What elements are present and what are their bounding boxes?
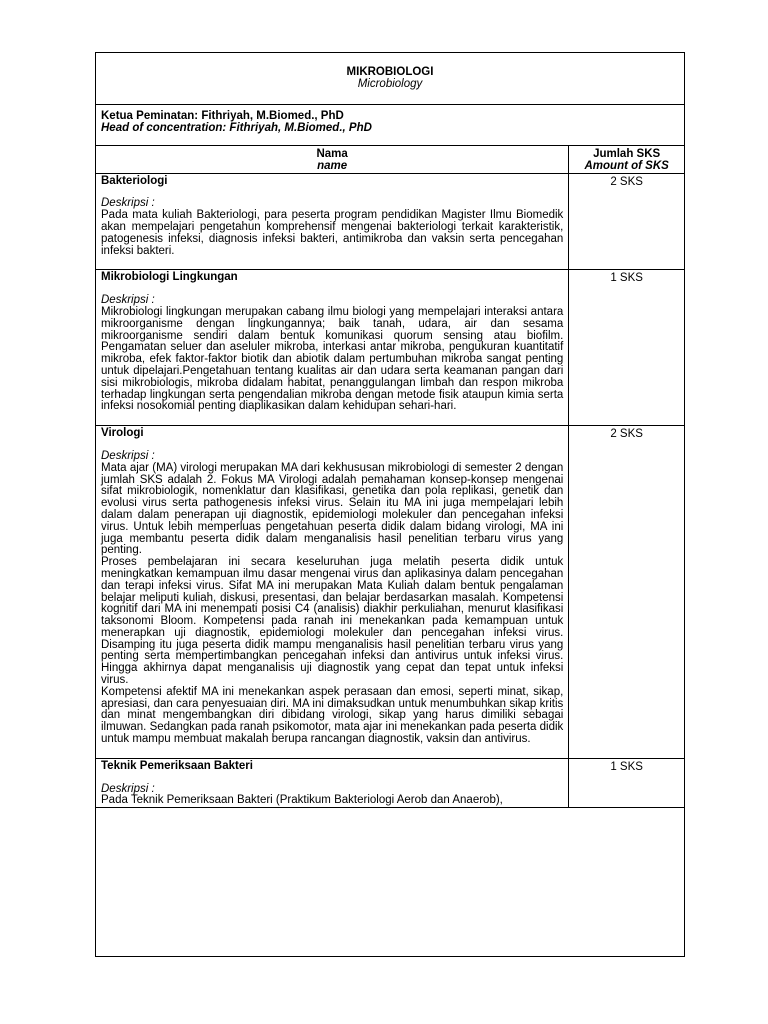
head-label-en: Head of concentration: Fithriyah, M.Biomed., PhD: [101, 121, 372, 134]
table-row: [96, 173, 684, 270]
description-label: Deskripsi :: [101, 197, 155, 210]
course-document: [95, 52, 685, 957]
sks-cell: [569, 270, 684, 426]
course-sks: 2 SKS: [610, 175, 643, 188]
course-name: Virologi: [101, 427, 144, 440]
column-name-label-en: name: [317, 159, 348, 172]
description-label: Deskripsi :: [101, 449, 155, 462]
course-sks: 1 SKS: [610, 272, 643, 285]
column-sks-label-en: Amount of SKS: [584, 159, 669, 172]
description-label: Deskripsi :: [101, 782, 155, 795]
column-sks-label: Jumlah SKS: [593, 148, 661, 160]
page-title: MIKROBIOLOGI: [346, 66, 434, 78]
course-description: Pada mata kuliah Bakteriologi, para peserta program pendidikan Magister Ilmu Biomedik akan mempelajari pengetahun komprehensif mengenai bakteriologi terkait karakteristik, patogenesis infeksi, diagnosis infeksi bakteri, antimikroba dan vaksin serta pencegahan infeksi bakteri.: [101, 209, 564, 257]
head-label: Ketua Peminatan: Fithriyah, M.Biomed., PhD: [101, 110, 344, 122]
course-rows: [96, 173, 684, 808]
course-name: Teknik Pemeriksaan Bakteri: [101, 759, 253, 772]
description-label: Deskripsi :: [101, 294, 155, 307]
document-header: [96, 53, 684, 105]
head-of-concentration: [96, 105, 684, 146]
course-description: Proses pembelajaran ini secara keseluruhan juga melatih peserta didik untuk meningkatkan kemampuan ilmu dasar mengenai virus dan aplikasinya dalam pencegahan dan terapi infeksi virus. Sifat MA ini merupakan Mata Kuliah dalam bentuk pengalaman belajar meliputi kuliah, diskusi, presentasi, dan belajar berdasarkan masalah. Kompetensi kognitif dari MA ini menempati posisi C4 (analisis) diakhir perkuliahan, menurut klasifikasi taksonomi Bloom. Kompetensi pada ranah ini menekankan pada kemampuan untuk menerapkan uji diagnostik, epidemiologi molekuler dan pencegahan infeksi virus. Disamping itu juga peserta didik mampu menganalisis hasil penelitian terbaru virus yang penting serta mempertimbangkan pencegahan infeksi dan antivirus untuk infeksi virus. Hingga akhirnya dapat menganalisis uji diagnostik yang cepat dan tepat untuk infeksi virus.: [101, 556, 564, 687]
table-row: [96, 270, 684, 426]
course-table: [96, 146, 684, 808]
course-description: Kompetensi afektif MA ini menekankan aspek perasaan dan emosi, seperti minat, sikap, apresiasi, dan cara penyesuaian diri. MA ini dimaksudkan untuk menumbuhkan sikap kritis dan minat mengembangkan diri dibidang virologi, sikap yang harus dimiliki sebagai ilmuwan. Sedangkan pada ranah psikomotor, mata ajar ini menekankan pada peserta didik untuk mampu membuat makalah berupa rancangan diagnostik, vaksin dan antivirus.: [101, 685, 564, 746]
course-sks: 1 SKS: [610, 760, 643, 773]
column-name-label: Nama: [316, 148, 348, 160]
sks-cell: [569, 758, 684, 807]
course-cell: [96, 426, 569, 759]
table-row: [96, 758, 684, 807]
course-description: Pada Teknik Pemeriksaan Bakteri (Praktikum Bakteriologi Aerob dan Anaerob),: [101, 794, 503, 807]
course-cell: [96, 270, 569, 426]
column-header-name: [96, 146, 569, 173]
table-row: [96, 426, 684, 759]
course-name: Mikrobiologi Lingkungan: [101, 271, 238, 284]
column-header-sks: [569, 146, 684, 173]
sks-cell: [569, 173, 684, 270]
sks-cell: [569, 426, 684, 759]
course-cell: [96, 173, 569, 270]
course-description: Mata ajar (MA) virologi merupakan MA dari kekhususan mikrobiologi di semester 2 dengan jumlah SKS adalah 2. Fokus MA Virologi adalah pemahaman konsep-konsep mengenai sifat mikrobiologik, nomenklatur dan klasifikasi, genetika dan pola replikasi, genetik dan evolusi virus serta pathogenesis infeksi virus. Selain itu MA ini juga mempelajari lebih dalam dalam penerapan uji diagnostik, epidemiologi molekuler dan pencegahan infeksi virus. Untuk lebih memperluas pengetahuan peserta didik dalam bidang virologi, MA ini juga membantu peserta didik dalam menganalisis hasil penelitian terbaru virus yang penting.: [101, 461, 564, 557]
course-name: Bakteriologi: [101, 174, 168, 187]
page-subtitle: Microbiology: [357, 77, 423, 90]
course-sks: 2 SKS: [610, 428, 643, 441]
course-description: Mikrobiologi lingkungan merupakan cabang ilmu biologi yang mempelajari interaksi antara mikroorganisme dengan lingkungannya; baik tanah, udara, air dan sesama mikroorganisme sendiri dalam bentuk komunikasi quorum sensing atau biofilm. Pengamatan seluer dan aseluler mikroba, interkasi antar mikroba, pengukuran kuantitatif mikroba, efek faktor-faktor biotik dan abiotik dalam pertumbuhan mikroba sangat penting untuk dipelajari.Pengetahuan tentang kualitas air dan udara serta keamanan pangan dari sisi mikrobiologis, mikroba didalam habitat, penanggulangan limbah dan respon mikroba terhadap lingkungan serta pengendalian mikroba dengan metode fisik ataupun kimia serta infeksi nosokomial penting diaplikasikan dalam kehidupan sehari-hari.: [101, 305, 564, 413]
course-cell: [96, 758, 569, 807]
table-header-row: [96, 146, 684, 173]
